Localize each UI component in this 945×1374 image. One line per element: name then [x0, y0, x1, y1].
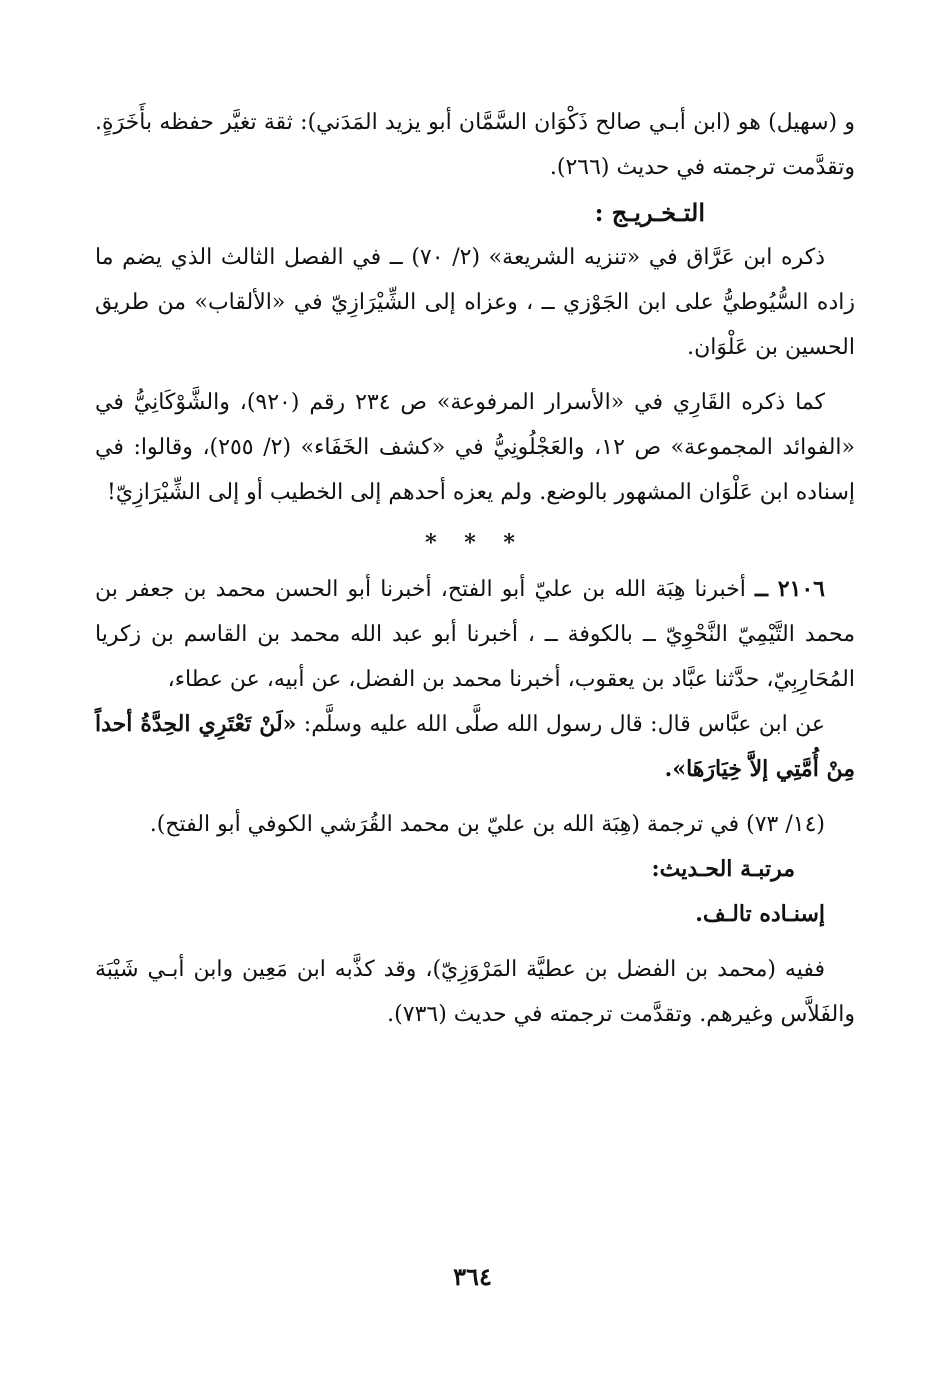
paragraph-tarjama: (١٤/ ٧٣) في ترجمة (هِبَة الله بن عليّ بن محمد القُرَشي الكوفي أبو الفتح). [149, 812, 825, 837]
matn-intro: عن ابن عبَّاس قال: قال رسول الله صلَّى الله عليه وسلَّم: [296, 712, 825, 737]
rank-text: إسنـاده تالـف. [695, 901, 825, 927]
paragraph-hadith-isnad [95, 567, 855, 702]
hadith-number: ٢١٠٦ ــ [755, 576, 825, 602]
paragraph-ibn-arraq: ذكره ابن عَرَّاق في «تنزيه الشريعة» (٢/ ٧٠) ــ في الفصل الثالث الذي يضم ما زاده السُّيُوطيُّ على ابن الجَوْزي ــ ، وعزاه إلى الشِّيْرَازِيّ في «الألقاب» من طريق الحسين بن عَلْوَان. [95, 245, 855, 360]
paragraph-qari: كما ذكره القَارِي في «الأسرار المرفوعة» ص ٢٣٤ رقم (٩٢٠)، والشَّوْكَانِيُّ في «الفوائد المجموعة» ص ١٢، والعَجْلُونِيُّ في «كشف الخَفَاء» (٢/ ٢٥٥)، وقالوا: في إسناده ابن عَلْوَان المشهور بالوضع. ولم يعزه أحدهم إلى الخطيب أو إلى الشِّيْرَازِيّ! [95, 390, 855, 505]
section-separator: * * * [425, 530, 525, 556]
page-body [95, 100, 855, 1037]
paragraph-hadith-matn [95, 702, 855, 792]
page-number: ٣٦٤ [453, 1262, 492, 1291]
takhrij-heading: التـخـريـج : [594, 198, 705, 227]
isnad-text: أخبرنا هِبَة الله بن عليّ أبو الفتح، أخبرنا أبو الحسن محمد بن جعفر بن محمد التَّيْمِيّ النَّحْوِيّ ــ بالكوفة ــ ، أخبرنا أبو عبد الله محمد بن القاسم بن زكريا المُحَارِبِيّ، حدَّثنا عبَّاد بن يعقوب، أخبرنا محمد بن الفضل، عن أبيه، عن عطاء، [95, 577, 855, 692]
rank-heading: مرتبـة الحـديث: [651, 856, 795, 882]
paragraph-mohammad-fadl: ففيه (محمد بن الفضل بن عطيَّة المَرْوَزِيّ)، وقد كذَّبه ابن مَعِين وابن أبـي شَيْبَة والفَلاَّس وغيرهم. وتقدَّمت ترجمته في حديث (٧٣٦). [95, 957, 855, 1027]
paragraph-suhail: و (سهيل) هو (ابن أبـي صالح ذَكْوَان السَّمَّان أبو يزيد المَدَني): ثقة تغيَّر حفظه بأَخَرَةٍ. وتقدَّمت ترجمته في حديث (٢٦٦). [95, 110, 855, 180]
matn-text: «لَنْ تَعْتَرِي الحِدَّةُ أحداً مِنْ أُمَّتِي إلاَّ خِيَارَهَا». [95, 711, 855, 782]
